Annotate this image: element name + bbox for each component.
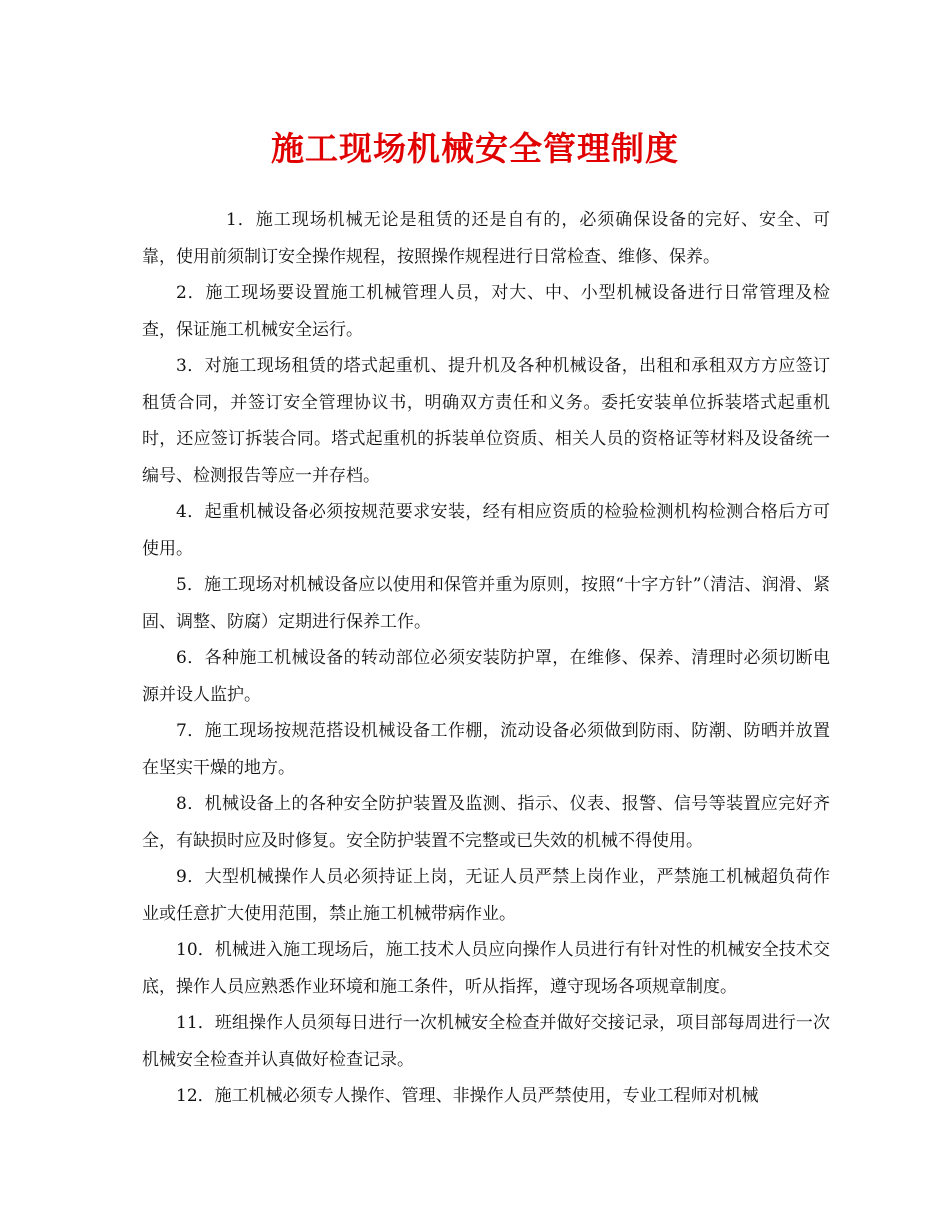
document-body (142, 202, 830, 1115)
document-title: 施工现场机械安全管理制度 (271, 129, 679, 168)
paragraph-7: 7．施工现场按规范搭设机械设备工作棚，流动设备必须做到防雨、防潮、防晒并放置在坚实干燥的地方。 (142, 721, 830, 778)
paragraph-1: 1．施工现场机械无论是租赁的还是自有的，必须确保设备的完好、安全、可靠，使用前须制订安全操作规程，按照操作规程进行日常检查、维修、保养。 (142, 210, 830, 267)
paragraph-11: 11．班组操作人员须每日进行一次机械安全检查并做好交接记录，项目部每周进行一次机械安全检查并认真做好检查记录。 (142, 1013, 830, 1070)
paragraph-6: 6．各种施工机械设备的转动部位必须安装防护罩，在维修、保养、清理时必须切断电源并设人监护。 (142, 648, 830, 705)
paragraph-3: 3．对施工现场租赁的塔式起重机、提升机及各种机械设备，出租和承租双方方应签订租赁合同，并签订安全管理协议书，明确双方责任和义务。委托安装单位拆装塔式起重机时，还应签订拆装合同。塔式起重机的拆装单位资质、相关人员的资格证等材料及设备统一编号、检测报告等应一并存档。 (142, 356, 830, 486)
paragraph-8: 8．机械设备上的各种安全防护装置及监测、指示、仪表、报警、信号等装置应完好齐全，有缺损时应及时修复。安全防护装置不完整或已失效的机械不得使用。 (142, 794, 830, 851)
paragraph-12: 12．施工机械必须专人操作、管理、非操作人员严禁使用，专业工程师对机械 (176, 1086, 759, 1106)
paragraph-5: 5．施工现场对机械设备应以使用和保管并重为原则，按照“十字方针”（清洁、润滑、紧固、调整、防腐）定期进行保养工作。 (142, 575, 830, 632)
paragraph-10: 10．机械进入施工现场后，施工技术人员应向操作人员进行有针对性的机械安全技术交底，操作人员应熟悉作业环境和施工条件，听从指挥，遵守现场各项规章制度。 (142, 940, 830, 997)
paragraph-2: 2．施工现场要设置施工机械管理人员，对大、中、小型机械设备进行日常管理及检查，保证施工机械安全运行。 (142, 283, 830, 340)
paragraph-9: 9．大型机械操作人员必须持证上岗，无证人员严禁上岗作业，严禁施工机械超负荷作业或任意扩大使用范围，禁止施工机械带病作业。 (142, 867, 830, 924)
paragraph-4: 4．起重机械设备必须按规范要求安装，经有相应资质的检验检测机构检测合格后方可使用。 (142, 502, 830, 559)
